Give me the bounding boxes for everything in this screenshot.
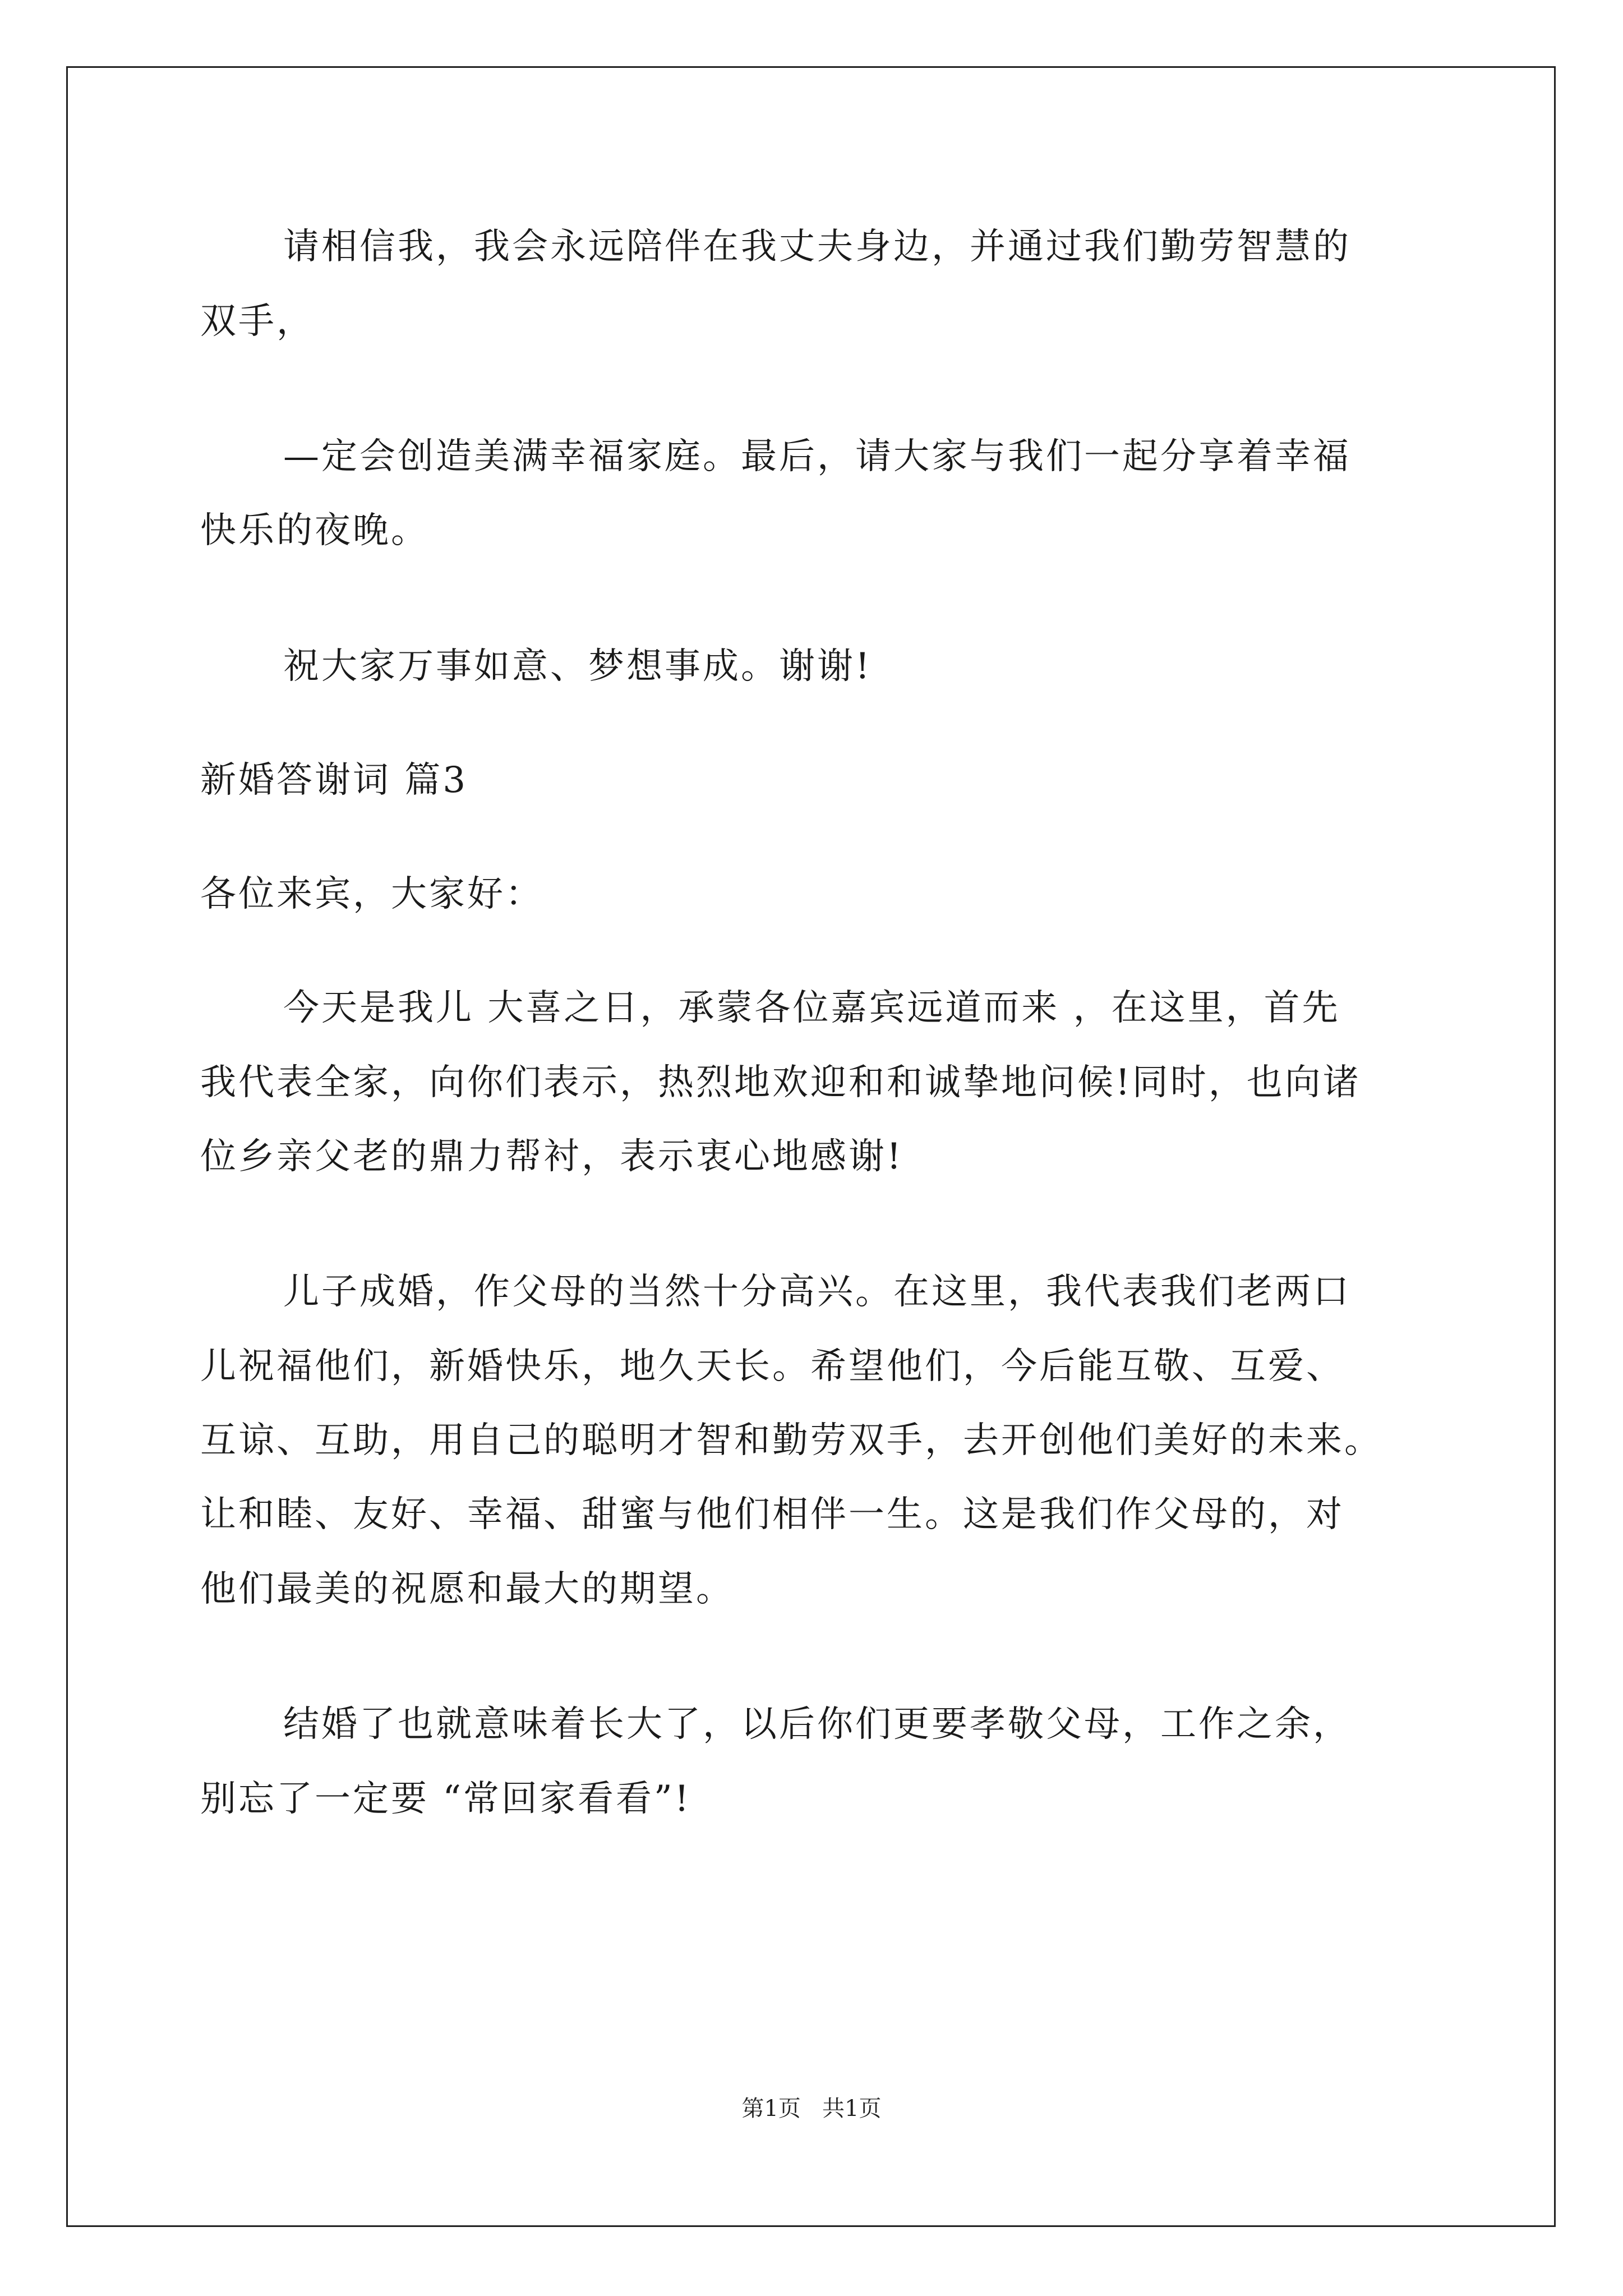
paragraph-line: 他们最美的祝愿和最大的期望。 bbox=[200, 1568, 734, 1610]
paragraph-line: 快乐的夜晚。 bbox=[200, 510, 429, 551]
paragraph-line: 让和睦、友好、幸福、甜蜜与他们相伴一生。这是我们作父母的，对 bbox=[200, 1494, 1344, 1535]
paragraph-line: 祝大家万事如意、梦想事成。谢谢! bbox=[283, 646, 872, 687]
paragraph-line: 结婚了也就意味着长大了，以后你们更要孝敬父母，工作之余， bbox=[283, 1704, 1351, 1745]
salutation: 各位来宾，大家好： bbox=[200, 873, 543, 915]
section-heading: 新婚答谢词 篇3 bbox=[200, 760, 468, 801]
paragraph-line: 互谅、互助，用自己的聪明才智和勤劳双手，去开创他们美好的未来。 bbox=[200, 1420, 1382, 1461]
paragraph-line: 别忘了一定要 “常回家看看”! bbox=[200, 1778, 691, 1820]
paragraph-line: 请相信我，我会永远陪伴在我丈夫身边，并通过我们勤劳智慧的 bbox=[283, 226, 1351, 268]
paragraph-line: 双手， bbox=[200, 301, 315, 342]
paragraph-line: 我代表全家，向你们表示，热烈地欢迎和和诚挚地问候!同时，也向诸 bbox=[200, 1062, 1361, 1103]
paragraph-line: 儿祝福他们，新婚快乐，地久天长。希望他们，今后能互敬、互爱、 bbox=[200, 1346, 1344, 1387]
paragraph-line: —定会创造美满幸福家庭。最后，请大家与我们一起分享着幸福 bbox=[283, 436, 1351, 477]
paragraph-line: 儿子成婚，作父母的当然十分高兴。在这里，我代表我们老两口 bbox=[283, 1271, 1351, 1313]
page-number-footer: 第1页 共1页 bbox=[741, 2096, 882, 2122]
paragraph-line: 今天是我儿 大喜之日，承蒙各位嘉宾远道而来 ，在这里，首先 bbox=[283, 987, 1340, 1029]
paragraph-line: 位乡亲父老的鼎力帮衬，表示衷心地感谢! bbox=[200, 1136, 903, 1177]
